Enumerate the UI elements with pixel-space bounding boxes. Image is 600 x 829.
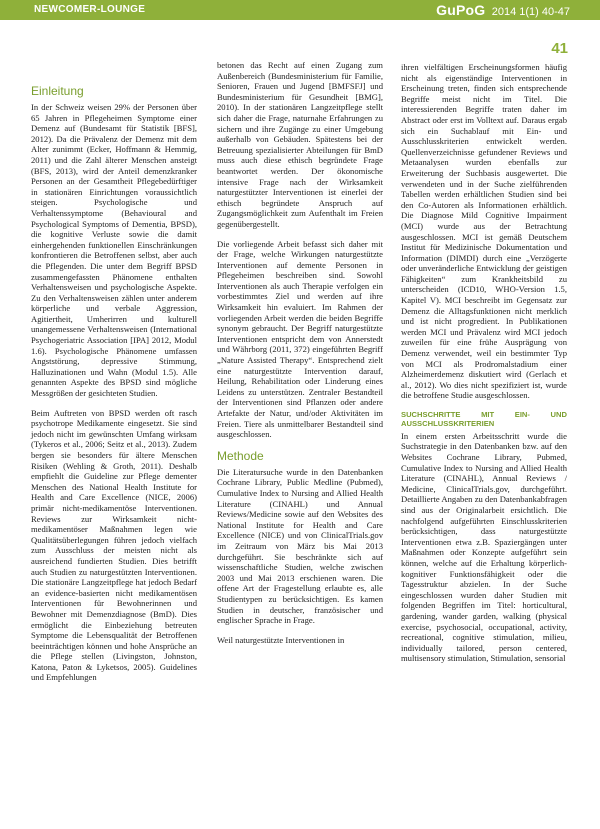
column-right	[401, 62, 567, 673]
section-label: NEWCOMER-LOUNGE	[34, 4, 146, 15]
column-left	[31, 84, 197, 692]
paragraph: ihren vielfältigen Erscheinungsformen häufig nicht als eigenständige Interventionen in Erscheinung treten, finden sich entsprechende Begriffe meist nicht im Titel. Die interessierenden Begriffe traten daher im Abstract oder erst im Volltext auf. Daraus ergab sich ein Suchablauf mit Ein- und Ausschlusskriterien entwickelt werden. Quellenverzeichnisse gefundener Reviews und Metaanalysen wurden ebenfalls zur Erweiterung der Suchbasis ausgewertet. Die verwendeten und in der Suche zielführenden Tabellen werden erhältlichen Studien sind bei den Co-Autoren als Informationen erhältlich. Die Diagnose Mild Cognitive Impairment (MCI) wurde aus der Betrachtung ausgeschlossen. MCI ist gemäß Deutschem Institut für Medizinische Dokumentation und Information (DIMDI) durch eine „Verzögerte oder unveränderliche Entwicklung der geistigen Fähigkeiten“ zum Krankheitsbild zu unterscheiden (ICD10, WHO-Version 1.5, Kapitel V). MCI beschreibt im Gegensatz zur Demenz die Alltagsfunktionen nicht merklich und ist nicht progredient. In Publikationen werden MCI und Prävalenz wird MCI jedoch zuweilen für eine frühe Ausprägung von Demenz verwendet, weil ein bestimmter Typ von MCI als Prodromalstadium einer Alzheimerdemenz diskutiert wird (Gerlach et al., 2012). Wo dies nicht spezifiziert ist, wurde die betroffene Studie ausgeschlossen.	[401, 62, 567, 401]
header-bar	[0, 0, 600, 20]
journal-citation	[436, 2, 570, 18]
column-middle	[217, 60, 383, 654]
subsection-heading: SUCHSCHRITTE MIT EIN- UND AUSSCHLUSSKRITERIEN	[401, 410, 567, 429]
section-heading-einleitung: Einleitung	[31, 84, 84, 98]
page-number: 41	[551, 40, 568, 57]
section-heading-methode: Methode	[217, 448, 264, 463]
paragraph: Die Literatursuche wurde in den Datenbanken Cochrane Library, Public Medline (Pubmed), Cumulative Index to Nursing and Allied Health Literature (CINAHL) und Annual Reviews/Medicine sowie auf den Websites des National Institute for Health and Care Excellence (NICE) und von ClinicalTrials.gov im Zeitraum von März bis Mai 2013 durchgeführt. Sie beschränkte sich auf wissenschaftliche Studien, welche zwischen 2003 und Mai 2013 erschienen waren. Die offene Art der Fragestellung erlaubte es, alle Studientypen zu berücksichtigen. Es kamen Studien in deutscher, französischer und englischer Sprache in Frage.	[217, 466, 383, 626]
paragraph: Beim Auftreten von BPSD werden oft rasch psychotrope Medikamente eingesetzt. Sie sind jedoch nicht im gewünschten Umfang wirksam (Tykeros et al., 2006; Seitz et al., 2013). Zudem bergen sie besonders für ältere Menschen Risiken (Wehling & Groth, 2011). Deshalb empfiehlt die Guideline zur Pflege dementer Menschen des National Health Institute for Health and Care Excellence (NICE, 2006) primär nicht-medikamentöse Interventionen. Reviews zur Wirksamkeit nicht-medikamentöser Maßnahmen legen wie Qualitätsüberlegungen führen jedoch vielfach zum Ausschluss der meisten nicht als ausreichend fundierten Studien. Dies betrifft auch Studien zu naturgestützten Interventionen. Die stationäre Langzeitpflege hat jedoch Bedarf an evidence-basierten nicht medikamentösen Interventionen für Bewohnerinnen und Bewohner mit Demenzdiagnose (BmD). Dies ermöglicht die Einbeziehung betreuten Symptome die Lebensqualität der Betroffenen beeinträchtigen können und hohe Ansprüche an die Pflege stellen (Livingston, Johnston, Katona, Paton & Lyketsos, 2005). Guidelines und Empfehlungen	[31, 407, 197, 683]
issue-citation: 2014 1(1) 40-47	[491, 6, 570, 18]
paragraph: In der Schweiz weisen 29% der Personen über 65 Jahren in Pflegeheimen Symptome einer Demenz auf (Bundesamt für Statistik [BFS], 2012). Da die Prävalenz der Demenz mit dem Alter zunimmt (Ecker, Hoffmann & Hemmig, 2011) und die Zahl älterer Menschen ansteigt (BFS, 2013), wird der Anteil demenzkranker Personen an der Gesamtheit Pflegebedürftiger in stationären Einrichtungen voraussichtlich steigen. Psychologische und Verhaltenssymptome (Behavioural and Psychological Symptoms of Dementia, BPSD), die kognitive Verluste sowie die damit einhergehenden funktionellen Einschränkungen konfrontieren die Betroffenen selbst, aber auch die Pflegenden. Die unter dem Begriff BPSD zusammengefassten Phänomene enthalten Verhaltensweisen und psychologische Aspekte. Zu den Verhaltensweisen zählen unter anderem körperliche und verbale Aggression, Agitiertheit, Umherirren und kulturell unangemessene Verhaltensweisen (International Psychogeriatric Association [IPA] 2012, Modul 1.6). Psychologische Phänomene umfassen Angststörung, depressive Stimmung, Halluzinationen und Wahn (Modul 1.5). Alle genannten Aspekte des BPSD sind mögliche Messgrößen der gesichteten Studien.	[31, 102, 197, 399]
journal-brand: GuPoG	[436, 2, 486, 18]
paragraph: In einem ersten Arbeitsschritt wurde die Suchstrategie in den Datenbanken bzw. auf den Websites Cochrane Library, Pubmed, Cumulative Index to Nursing and Allied Health Literature (CINAHL), Annual Reviews / Medicine, ClinicalTrials.gov, durchgeführt. Detaillierte Angaben zu den Datenbankabfragen sind aus der Originalarbeit ersichtlich. Die nachfolgend aufgeführten Einschlusskriterien berücksichtigen, dass naturgestützte Interventionen etwa z.B. Spaziergängen unter Maßnahmen oder Konzepte aufgeführt sein können, welche auf die Erhaltung körperlich-kognitiver Funktionsfähigkeit oder die Tagesstruktur abzielen. In der Suche eingeschlossen wurden daher Studien mit folgenden Begriffen im Titel: horticultural, gardening, wander garden, walking (physical exercise, psychosocial, occupational, activity, recreational, cognitive stimulation, milieu, individually tailored, person centered, multisensory stimulation, Stimulation, sensorial	[401, 430, 567, 664]
paragraph: betonen das Recht auf einen Zugang zum Außenbereich (Bundesministerium für Familie, Senioren, Frauen und Jugend [BMFSFJ] und Bundesministerium für Gesundheit [BMG], 2010). In der stationären Langzeitpflege stellt sich daher die Frage, naturnahe Erfahrungen zu sichern und ihre Zugänge zu einer Umgebung außerhalb von Gebäuden. Spätestens bei der Betreuung spezialisierter Abteilungen für BmD muss auch diese ethisch begründete Frage beantwortet werden. Der ökonomische intensive Frage nach der Wirksamkeit naturgestützter Interventionen ist einerlei der ethisch begründete Anspruch auf Zugangsmöglichkeit zum Aufenthalt im Freien gegenübergestellt.	[217, 60, 383, 229]
paragraph: Weil naturgestützte Interventionen in	[217, 634, 345, 645]
paragraph: Die vorliegende Arbeit befasst sich daher mit der Frage, welche Wirkungen naturgestützte Interventionen auf demente Personen in Pflegeheimen beschreiben sind. Sowohl Interventionen als auch Therapie verfolgen ein vorbestimmtes Ziel und werden auf ihre Wirksamkeit hin evaluiert. Im Rahmen der vorliegenden Arbeit werden die beiden Begriffe synonym gebraucht. Der Begriff naturgestützte Interventionen entspricht dem von Annerstedt und Währborg (2011, 372) eingeführten Begriff „Nature Assisted Therapy“. Entsprechend zielt eine naturgestützte Intervention darauf, Heilung, Rehabilitation oder Linderung eines Leidens zu unterstützen. Zentraler Bestandteil der Interventionen sind Pflanzen oder andere Artefakte der Natur, und/oder Aktivitäten im Freien. Tiere als unmittelbarer Bestandteil sind ausgeschlossen.	[217, 238, 383, 440]
